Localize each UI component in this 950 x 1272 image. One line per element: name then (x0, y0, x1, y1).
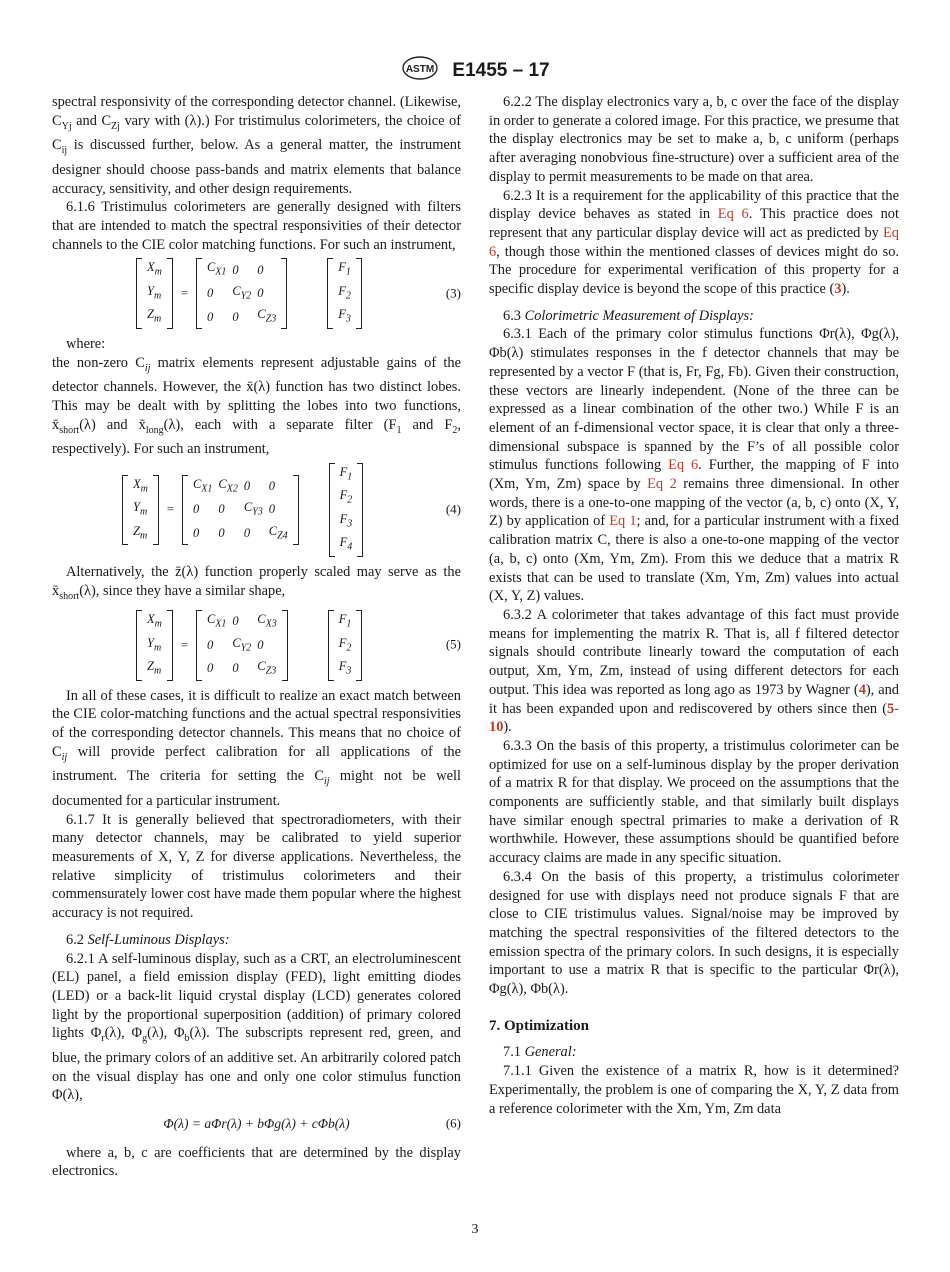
document-code: E1455 – 17 (452, 59, 550, 81)
eq2-link[interactable]: Eq 2 (647, 476, 677, 493)
paragraph-711: 7.1.1 Given the existence of a matrix R, how is it determined? Experimentally, the problem is one of comparing the X, Y, Z data from a reference colorimeter with the Xm, Ym, Zm data (489, 1063, 899, 1117)
eq6-link[interactable]: Eq 6 (717, 206, 749, 223)
eq6-link-3[interactable]: Eq 6 (668, 457, 699, 474)
equation-5: $X_m$ $Y_m$ $Z_m$ = $C_{X1}$ 0 $C_{X3}$ 0 $C_{Y2}$ 0 0 0 $C_{Z3}$ $F_1$ $F_2$ $F_3$ (5) (52, 610, 461, 681)
equation-3: $X_m$ $Y_m$ $Z_m$ = $C_{X1}$ 0 0 0 $C_{Y2}$ 0 0 0 $C_{Z3}$ $F_1$ $F_2$ $F_3$ (3) (52, 258, 461, 329)
section-71-heading: 7.1 General: (503, 1044, 577, 1061)
left-column (52, 93, 461, 1181)
paragraph-nonzero: the non-zero $C_{ij}$ matrix elements represent adjustable gains of the detector channels. However, the x̄(λ) function has two distinct lobes. This may be dealt with by splitting the lobes into two functions, $x̄_{short}(\lambda)$ and $x̄_{long}(\lambda)$, each with a separate filter ($F_1$ and $F_2$, respectively). For such an instrument, (52, 354, 462, 458)
equation-4: $X_m$ $Y_m$ $Z_m$ = $C_{X1}$ $C_{X2}$ 0 0 0 0 $C_{Y3}$ 0 0 0 0 $C_{Z4}$ $F_1$ $F_2$ $F_3$ $F_4$ (4) (52, 463, 461, 557)
paragraph-623: 6.2.3 It is a requirement for the applicability of this practice that the display device behaves as stated in Eq 6. This practice does not represent that any particular display device will act as predicted by Eq 6, though those within the mentioned classes of devices might do so. The procedure for experimental verification of this property for a specific display device is beyond the scope of this practice (3). (489, 187, 899, 298)
paragraph-621: 6.2.1 A self-luminous display, such as a CRT, an electroluminescent (EL) panel, a field emission display (FED), light emitting diodes (LED) or a back-lit liquid crystal display (LCD) generates colored light by the proportional superposition (addition) of primary colored lights $\Phi_r(\lambda)$, $\Phi_g(\lambda)$, $\Phi_b(\lambda)$. The subscripts represent red, green, and blue, the primary colors of an additive set. An arbitrarily colored patch on the visual display has one and only one color stimulus function Φ(λ), (52, 950, 462, 1104)
right-column (489, 93, 899, 1118)
eq1-link[interactable]: Eq 1 (609, 513, 637, 530)
paragraph-alternatively: Alternatively, the z̄(λ) function properly scaled may serve as the $x̄_{short}(\lambda)$, since they have a similar shape, (52, 563, 461, 602)
logo-text: ASTM (406, 64, 435, 75)
page-header (0, 56, 950, 85)
equation-5-number: (5) (445, 637, 461, 653)
paragraph-all-cases: In all of these cases, it is difficult to realize an exact match between the CIE color-matching functions and the actual spectral responsivities of the corresponding detector channels. This means that no choice of $C_{ij}$ will provide perfect calibration for all applications of the instrument. The criteria for setting the $C_{ij}$ might not be well documented for a particular instrument. (52, 687, 461, 809)
equation-6 (52, 1115, 461, 1134)
section-62-heading: 6.2 Self-Luminous Displays: (66, 931, 230, 948)
paragraph-633: 6.3.3 On the basis of this property, a tristimulus colorimeter can be optimized for use on a self-luminous display by the proper derivation of a matrix R for that display. We proceed on the assumptions that the components are sufficiently stable, and that similarly built displays have similar enough spectral primaries to make a derivation of R worthwhile. However, these assumptions should be quantified before accuracy claims are made in any specific situation. (489, 737, 899, 867)
section-63-heading: 6.3 Colorimetric Measurement of Displays: (503, 307, 754, 324)
ref-3-link[interactable]: 3 (834, 281, 842, 298)
paragraph-616: 6.1.6 Tristimulus colorimeters are generally designed with filters that are intended to match the spectral responsivities of their detector channels to the CIE color matching functions. For such an instrument, (52, 199, 461, 253)
paragraph-634: 6.3.4 On the basis of this property, a tristimulus colorimeter designed for use with displays need not produce signals F that are close to CIE tristimulus values. Signal/noise may be improved by matching the spectral responsivities of the filtered detectors to the emission spectra of the primary colors. In such designs, it is especially important to use a matrix R that is specific to the particular Φr(λ), Φg(λ), Φb(λ). (489, 868, 899, 998)
paragraph-622: 6.2.2 The display electronics vary a, b, c over the face of the display in order to generate a colored image. For this practice, we presume that the display electronics may be set to make a, b, c uniform (perhaps after averaging nonobvious fine-structure) over a sufficient area of the display to permit measurements to be made on that area. (489, 94, 899, 185)
equation-6-text: Φ(λ) = aΦr(λ) + bΦg(λ) + cΦb(λ) (163, 1116, 350, 1132)
where-label: where: (66, 335, 106, 352)
paragraph-where-abc: where a, b, c are coefficients that are determined by the display electronics. (52, 1144, 461, 1180)
astm-logo-icon (400, 56, 440, 85)
page-number: 3 (471, 1222, 479, 1237)
ref-5-10-link[interactable]: 5-10 (489, 700, 899, 736)
paragraph-631: 6.3.1 Each of the primary color stimulus functions Φr(λ), Φg(λ), Φb(λ) stimulates responses in the f detector channels that may be represented by a vector F (that is, Fr, Fg, Fb). Given their construction, these vectors are linearly independent. (None of the three can be expressed as a linear combination of the other two.) While F is an element of an f-dimensional vector space, it is clear that only a three-dimensional subspace is spanned by the F’s of all possible color stimulus functions following Eq 6. Further, the mapping of F into (Xm, Ym, Zm) space by Eq 2 remains three dimensional. In other words, there is a one-to-one mapping of the vector (a, b, c) onto (X, Y, Z) by application of Eq 1; and, for a particular instrument with a fixed calibration matrix C, there is also a one-to-one mapping of the vector (a, b, c) onto (Xm, Ym, Zm). From this we deduce that a matrix R exists that can be used to translate (Xm, Ym, Zm) values into actual (X, Y, Z) values. (489, 326, 900, 605)
equation-4-number: (4) (445, 501, 461, 517)
eq6-link-2[interactable]: Eq 6 (489, 224, 899, 260)
paragraph-632: 6.3.2 A colorimeter that takes advantage of this fact must provide means for implementing the matrix R. That is, all f filtered detector signals should contribute linearly toward the computation of each output, Xm, Ym, Zm, instead of using different detectors for each output. This idea was reported as long ago as 1973 by Wagner (4), and it has been expanded upon and rediscovered by others since then (5-10). (489, 606, 899, 736)
ref-4-link[interactable]: 4 (858, 681, 866, 698)
paragraph-615-continued: spectral responsivity of the corresponding detector channel. (Likewise, $C_{Yj}$ and $C_{Zj}$ vary with (λ).) For tristimulus colorimeters, the choice of $C_{ij}$ is discussed further, below. As a general matter, the instrument designer should choose pass-bands and matrix elements that balance accuracy, sensitivity, and other design requirements. (52, 94, 461, 197)
paragraph-617: 6.1.7 It is generally believed that spectroradiometers, with their many detector channels, may be calibrated to yield superior measurements of X, Y, Z for diverse applications. Nevertheless, the relative simplicity of tristimulus colorimeters and their commensurately lower cost have made them popular where the highest accuracy is not required. (52, 811, 461, 922)
equation-6-number: (6) (445, 1116, 461, 1132)
section-7-heading: 7. Optimization (489, 1017, 589, 1034)
equation-3-number: (3) (445, 285, 461, 301)
